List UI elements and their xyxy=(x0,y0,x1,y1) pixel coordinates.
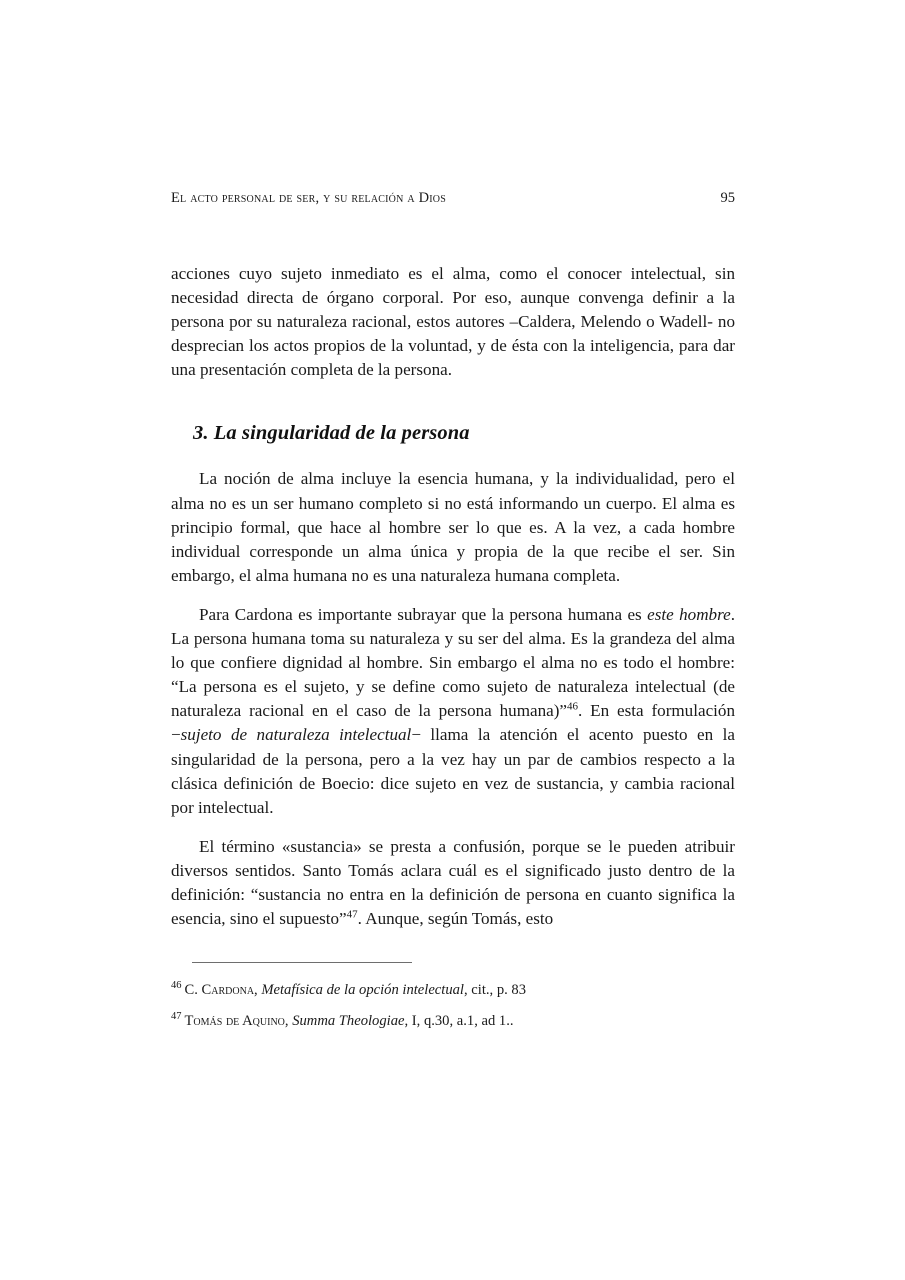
footnote-reference-47[interactable]: 47 xyxy=(346,908,358,921)
running-head-title: El acto personal de ser, y su relación a Dios xyxy=(171,190,446,206)
footnote-tail-46: , cit., p. 83 xyxy=(463,982,527,998)
paragraph-sustancia xyxy=(171,835,735,931)
footnote-sep-46: , xyxy=(254,982,262,998)
footnote-number-46: 46 xyxy=(171,980,182,992)
footnote-tail-47: , I, q.30, a.1, ad 1.. xyxy=(404,1013,514,1029)
footnote-title-47: Summa Theologiae xyxy=(292,1013,405,1029)
footnote-47 xyxy=(171,1010,735,1032)
paragraph-sustancia-seg2: . Aunque, según Tomás, esto xyxy=(357,909,554,929)
footnote-sep-47: , xyxy=(284,1013,293,1029)
footnote-author-47: Tomás de Aquino xyxy=(184,1013,285,1029)
emphasis-sujeto-naturaleza-intelectual: sujeto de naturaleza intelectual xyxy=(180,725,412,745)
paragraph-cardona-seg4: . En esta formulación − xyxy=(171,701,735,745)
paragraph-continuation: acciones cuyo sujeto inmediato es el alma, como el conocer intelectual, sin necesidad directa de órgano corporal. Por eso, aunque convenga definir a la persona por su naturaleza racional, estos autores –Caldera, Melendo o Wadell- no desprecian los actos propios de la voluntad, y de ésta con la inteligencia, para dar una presentación completa de la persona. xyxy=(171,264,735,380)
paragraph-cardona xyxy=(171,603,735,820)
paragraph-soul-notion: La noción de alma incluye la esencia humana, y la individualidad, pero el alma no es un ser humano completo si no está informando un cuerpo. El alma es principio formal, que hace al hombre ser lo que es. A la vez, a cada hombre individual corresponde un alma única y propia de la que recibe el ser. Sin embargo, el alma humana no es una naturaleza humana completa. xyxy=(171,469,735,585)
footnote-author-46: C. Cardona xyxy=(184,982,255,998)
emphasis-este-hombre: este hombre xyxy=(647,604,731,624)
paragraph-cardona-seg1: Para Cardona es importante subrayar que la persona humana es xyxy=(199,604,648,624)
footnote-separator-rule xyxy=(192,962,412,963)
footnote-area xyxy=(171,962,735,1041)
footnote-46 xyxy=(171,979,735,1001)
paragraph-sustancia-seg1: El término «sustancia» se presta a confusión, porque se le pueden atribuir diversos sentidos. Santo Tomás aclara cuál es el significado justo dentro de la definición: “sustancia no entra en la definición de persona en cuanto significa la esencia, sino el supuesto” xyxy=(171,836,735,929)
footnote-title-46: Metafísica de la opción intelectual xyxy=(261,982,464,998)
paragraph-cardona-seg3: . La persona humana toma su naturaleza y su ser del alma. Es la grandeza del alma lo que confiere dignidad al hombre. Sin embargo el alma no es todo el hombre: “La persona es el sujeto, y se define como sujeto de naturaleza intelectual (de naturaleza racional en el caso de la persona humana)” xyxy=(171,604,735,721)
text-column xyxy=(171,262,735,931)
paragraph-cardona-seg6: − llama la atención el acento puesto en la singularidad de la persona, pero a la vez hay un par de cambios respecto a la clásica definición de Boecio: dice sujeto en vez de sustancia, y cambia racional por intelectual. xyxy=(171,725,735,817)
page-number: 95 xyxy=(720,190,735,206)
footnote-number-47: 47 xyxy=(171,1011,182,1023)
running-head xyxy=(171,190,735,207)
footnote-reference-46[interactable]: 46 xyxy=(567,700,579,713)
section-heading: 3. La singularidad de la persona xyxy=(193,422,470,445)
